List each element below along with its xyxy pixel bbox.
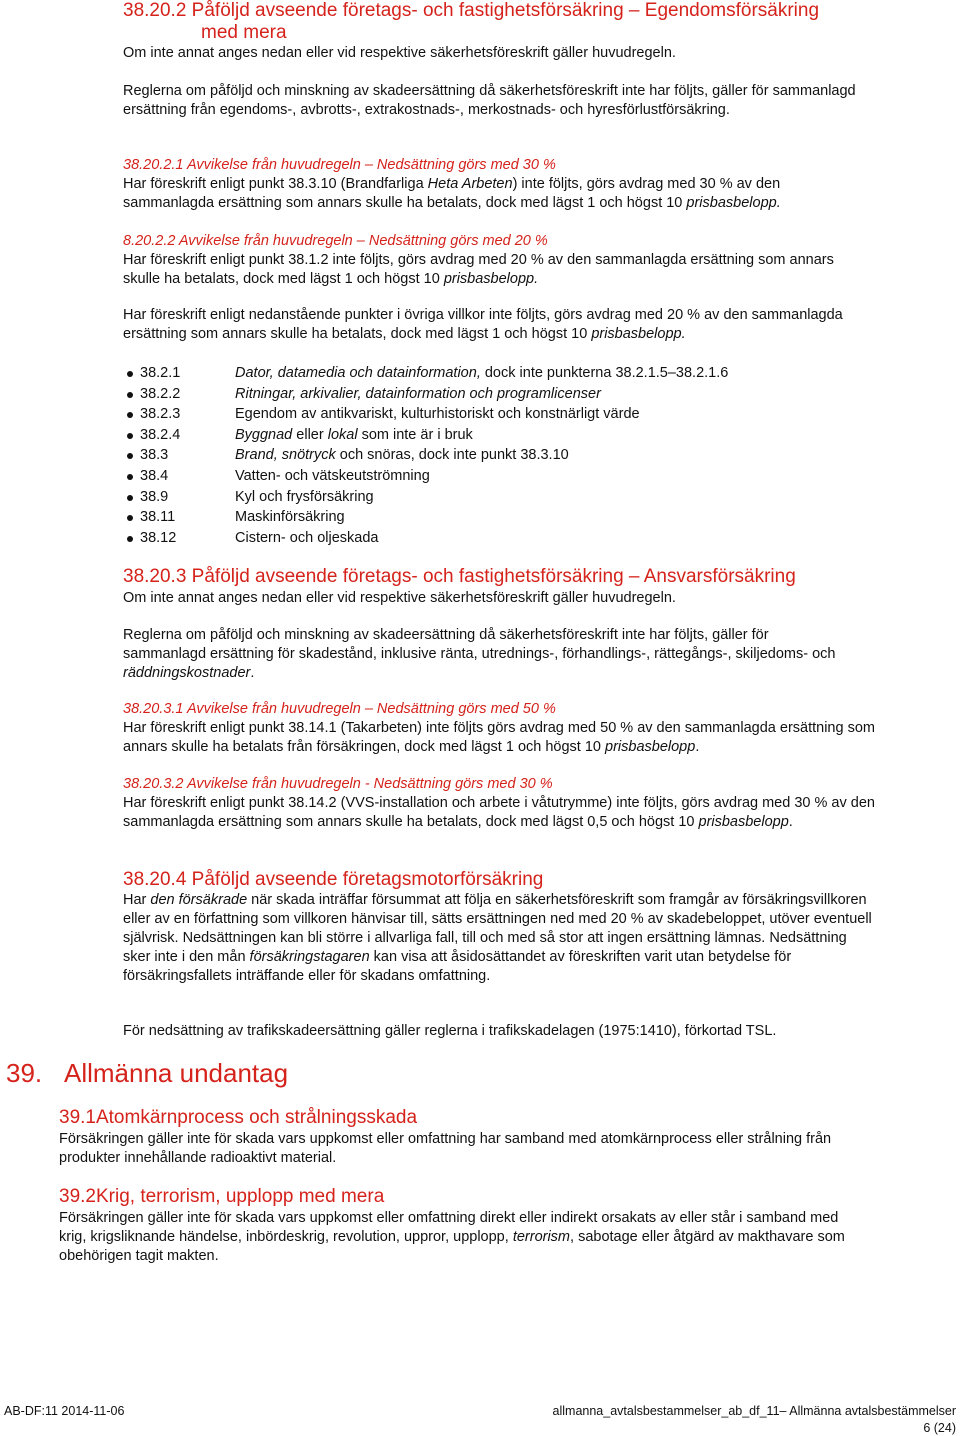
text-38-20-3-2: Har föreskrift enligt punkt 38.14.2 (VVS-installation och arbete i våtutrymme) inte följts, görs avdrag med 30 % av den sammanlagda ersättning som annars skulle ha betalats, dock med lägst 0,5 och högst 10 prisbasbelopp. (123, 795, 875, 830)
bullet-icon (127, 392, 133, 398)
list-item: 38.2.3 Egendom av antikvariskt, kulturhistoriskt och konstnärligt värde (124, 404, 944, 425)
heading-38-20-2 (123, 0, 943, 44)
text-38-20-4: Har den försäkrade när skada inträffar försummat att följa en säkerhetsföreskrift som framgår av försäkringsvillkoren eller av en författning som villkoren hänvisar till, sätts ersättningen ned med 20 % av skadebeloppet, utöver eventuell självrisk. Nedsättningen kan bli större i allvarliga fall, till och med så stor att ingen ersättning lämnas. Nedsättning sker inte i den mån försäkringstagaren kan visa att åsidosättandet av föreskriften varit utan betydelse för försäkringsfallets inträffande eller för skadans omfattning. (123, 892, 872, 984)
heading-38-20-2-2: 8.20.2.2 Avvikelse från huvudregeln – Nedsättning görs med 20 % (123, 233, 548, 249)
footer-filename: allmanna_avtalsbestammelser_ab_df_11– Allmänna avtalsbestämmelser (552, 1404, 956, 1418)
list-item: 38.2.2 Ritningar, arkivalier, datainformation och programlicenser (124, 384, 944, 405)
text-39-1: Försäkringen gäller inte för skada vars uppkomst eller omfattning har samband med atomkärnprocess eller strålning från produkter innehållande radioaktivt material. (59, 1131, 832, 1166)
text-38-20-2-2b: Har föreskrift enligt nedanstående punkter i övriga villkor inte följts, görs avdrag med 20 % av den sammanlagda ersättning som annars skulle ha betalats, dock med lägst 1 och högst 10 prisbasbelopp. (123, 307, 843, 342)
reference-list (124, 363, 944, 548)
bullet-icon (127, 371, 133, 377)
text-38-20-2-2: Har föreskrift enligt punkt 38.1.2 inte följts, görs avdrag med 20 % av den sammanlagda ersättning som annars skulle ha betalats, dock med lägst 1 och högst 10 prisbasbelopp. (123, 252, 834, 287)
heading-38-20-3-1: 38.20.3.1 Avvikelse från huvudregeln – Nedsättning görs med 50 % (123, 701, 556, 717)
heading-38-20-3: 38.20.3 Påföljd avseende företags- och fastighetsförsäkring – Ansvarsförsäkring (123, 566, 796, 587)
intro-38-20-2: Om inte annat anges nedan eller vid respektive säkerhetsföreskrift gäller huvudregeln. (123, 45, 676, 61)
para-38-20-2: Reglerna om påföljd och minskning av skadeersättning då säkerhetsföreskrift inte har följts, gäller för sammanlagd ersättning från egendoms-, avbrotts-, extrakostnads-, merkostnads- och hyresförlustförsäkring. (123, 83, 856, 118)
text-39-2: Försäkringen gäller inte för skada vars uppkomst eller omfattning direkt eller indirekt orsakats av eller står i samband med krig, krigsliknande händelse, inbördeskrig, revolution, uppror, upplopp, terrorism, sabotage eller åtgärd av makthavare som obehörigen tagit makten. (59, 1210, 845, 1264)
intro-38-20-3: Om inte annat anges nedan eller vid respektive säkerhetsföreskrift gäller huvudregeln. (123, 590, 676, 606)
bullet-icon (127, 453, 133, 459)
list-item: 38.2.4 Byggnad eller lokal som inte är i bruk (124, 425, 944, 446)
heading-38-20-3-2: 38.20.3.2 Avvikelse från huvudregeln - Nedsättning görs med 30 % (123, 776, 553, 792)
heading-39-1: 39.1Atomkärnprocess och strålningsskada (59, 1107, 418, 1128)
bullet-icon (127, 536, 133, 542)
bullet-icon (127, 495, 133, 501)
bullet-icon (127, 412, 133, 418)
list-item: 38.11 Maskinförsäkring (124, 507, 944, 528)
list-item: 38.2.1 Dator, datamedia och datainformation, dock inte punkterna 38.2.1.5–38.2.1.6 (124, 363, 944, 384)
list-item: 38.9 Kyl och frysförsäkring (124, 487, 944, 508)
bullet-icon (127, 474, 133, 480)
heading-39: 39. Allmänna undantag (6, 1058, 289, 1088)
text-38-20-4-tsl: För nedsättning av trafikskadeersättning gäller reglerna i trafikskadelagen (1975:1410), förkortad TSL. (123, 1023, 777, 1039)
heading-38-20-2-line1: 38.20.2 Påföljd avseende företags- och fastighetsförsäkring – Egendomsförsäkring (123, 0, 820, 21)
footer-doc-id: AB-DF:11 2014-11-06 (4, 1404, 125, 1418)
heading-38-20-2-line2: med mera (201, 22, 287, 43)
para-38-20-3: Reglerna om påföljd och minskning av skadeersättning då säkerhetsföreskrift inte har följts, gäller för sammanlagd ersättning för skadestånd, inklusive ränta, utrednings-, förhandlings-, rättegångs-, skiljedoms- och räddningskostnader. (123, 627, 836, 681)
text-38-20-2-1: Har föreskrift enligt punkt 38.3.10 (Brandfarliga Heta Arbeten) inte följts, görs avdrag med 30 % av den sammanlagda ersättning som annars skulle ha betalats, dock med lägst 1 och högst 10 prisbasbelopp. (123, 176, 781, 211)
heading-38-20-4: 38.20.4 Påföljd avseende företagsmotorförsäkring (123, 869, 544, 890)
heading-38-20-2-1: 38.20.2.1 Avvikelse från huvudregeln – Nedsättning görs med 30 % (123, 157, 556, 173)
bullet-icon (127, 515, 133, 521)
page-number: 6 (24) (923, 1421, 956, 1435)
bullet-icon (127, 433, 133, 439)
heading-39-2: 39.2Krig, terrorism, upplopp med mera (59, 1186, 385, 1207)
text-38-20-3-1: Har föreskrift enligt punkt 38.14.1 (Takarbeten) inte följts görs avdrag med 50 % av den sammanlagda ersättning som annars skulle ha betalats från försäkringen, dock med lägst 1 och högst 10 prisbasbelopp. (123, 720, 875, 755)
list-item: 38.4 Vatten- och vätskeutströmning (124, 466, 944, 487)
list-item: 38.12 Cistern- och oljeskada (124, 528, 944, 549)
list-item: 38.3 Brand, snötryck och snöras, dock inte punkt 38.3.10 (124, 445, 944, 466)
